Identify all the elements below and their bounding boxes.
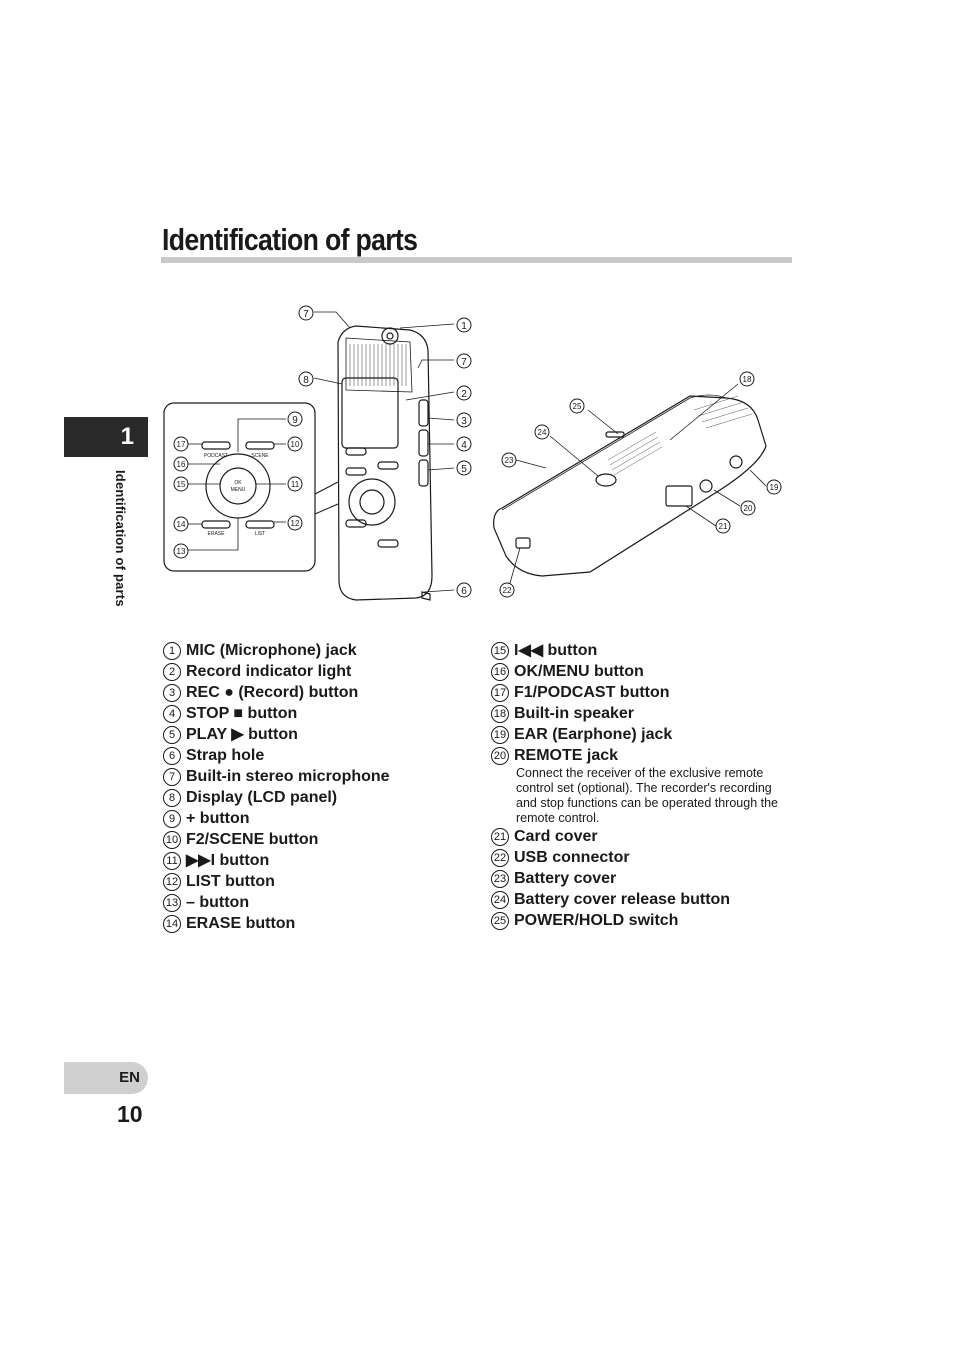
callout-6 — [457, 583, 471, 597]
legend-bold: REC ● — [186, 684, 234, 701]
callout-17 — [174, 437, 188, 451]
legend-item — [491, 889, 796, 910]
language-tab — [64, 1062, 148, 1094]
legend-bold: REMOTE — [514, 747, 583, 764]
svg-text:18: 18 — [742, 375, 752, 384]
panel-label-ok: OK — [234, 480, 242, 486]
svg-text:2: 2 — [461, 389, 467, 400]
legend-bold: ▶▶I — [186, 852, 216, 869]
language-label: EN — [119, 1069, 140, 1086]
legend-number: 24 — [491, 891, 509, 909]
callout-20 — [741, 501, 755, 515]
legend-item — [163, 829, 390, 850]
recorder-rear-body — [494, 396, 766, 576]
svg-text:4: 4 — [461, 440, 467, 451]
legend-text: button — [589, 663, 644, 680]
legend-item — [491, 847, 796, 868]
legend-text: button — [543, 642, 598, 659]
svg-text:12: 12 — [290, 519, 300, 528]
legend-text: Battery cover release button — [514, 891, 731, 908]
legend-number: 12 — [163, 873, 181, 891]
callout-9 — [288, 412, 302, 426]
legend-item — [163, 787, 390, 808]
svg-text:3: 3 — [461, 416, 467, 427]
page-title: Identification of parts — [162, 222, 418, 257]
legend-item — [491, 724, 796, 745]
legend-text: Card cover — [514, 828, 598, 845]
callout-12 — [288, 516, 302, 530]
legend-item — [163, 913, 390, 934]
legend-item — [491, 682, 796, 703]
legend-bold: F2/SCENE — [186, 831, 265, 848]
svg-text:10: 10 — [290, 440, 300, 449]
legend-number: 13 — [163, 894, 181, 912]
callout-21 — [716, 519, 730, 533]
callout-1 — [457, 318, 471, 332]
callout-3 — [457, 413, 471, 427]
legend-bold: MIC — [186, 642, 216, 659]
legend-text: Battery cover — [514, 870, 617, 887]
legend-text: button — [264, 831, 319, 848]
callout-7b — [457, 354, 471, 368]
legend-text: jack — [582, 747, 619, 764]
legend-item — [163, 766, 390, 787]
legend-item — [163, 745, 390, 766]
chapter-tab — [64, 417, 148, 457]
svg-text:7: 7 — [303, 309, 309, 320]
panel-label-erase: ERASE — [207, 531, 225, 537]
legend-text: Display (LCD panel) — [186, 789, 338, 806]
legend-number: 20 — [491, 747, 509, 765]
panel-label-scene: SCENE — [251, 453, 269, 459]
legend-text: button — [243, 726, 298, 743]
svg-text:15: 15 — [176, 480, 186, 489]
legend-text: – button — [186, 894, 250, 911]
legend-number: 25 — [491, 912, 509, 930]
legend-item — [163, 640, 390, 661]
legend-text: switch — [624, 912, 679, 929]
legend-number: 18 — [491, 705, 509, 723]
legend-text: USB connector — [514, 849, 630, 866]
legend-item — [163, 892, 390, 913]
callout-10 — [288, 437, 302, 451]
svg-text:20: 20 — [743, 504, 753, 513]
svg-text:22: 22 — [502, 586, 512, 595]
svg-text:14: 14 — [176, 520, 186, 529]
legend-item — [163, 682, 390, 703]
callout-5 — [457, 461, 471, 475]
callout-25 — [570, 399, 584, 413]
legend-number: 10 — [163, 831, 181, 849]
legend-item — [163, 871, 390, 892]
legend-text: button — [215, 852, 270, 869]
ear-jack — [700, 480, 712, 492]
svg-text:17: 17 — [176, 440, 186, 449]
legend-bold: F1/PODCAST — [514, 684, 616, 701]
legend-bold: OK/MENU — [514, 663, 590, 680]
svg-text:7: 7 — [461, 357, 467, 368]
legend-text: button — [220, 873, 275, 890]
legend-number: 19 — [491, 726, 509, 744]
legend-number: 9 — [163, 810, 181, 828]
svg-text:11: 11 — [290, 480, 300, 489]
callout-19 — [767, 480, 781, 494]
title-underline — [161, 257, 792, 263]
side-chapter-label: Identification of parts — [113, 470, 128, 607]
legend-number: 23 — [491, 870, 509, 888]
legend-item — [163, 661, 390, 682]
legend-item — [491, 745, 796, 766]
callout-24 — [535, 425, 549, 439]
callout-18 — [740, 372, 754, 386]
legend-text: Built-in speaker — [514, 705, 635, 722]
svg-text:23: 23 — [504, 456, 514, 465]
legend-bold: LIST — [186, 873, 221, 890]
legend-text: button — [241, 915, 296, 932]
legend-text: button — [243, 705, 298, 722]
legend-item — [163, 808, 390, 829]
usb-connector — [516, 538, 530, 548]
side-play-button — [419, 460, 428, 486]
callout-7a — [299, 306, 313, 320]
legend-number: 3 — [163, 684, 181, 702]
legend-item — [491, 826, 796, 847]
parts-legend-left — [163, 640, 390, 934]
legend-number: 22 — [491, 849, 509, 867]
legend-number: 11 — [163, 852, 181, 870]
svg-text:9: 9 — [292, 415, 298, 426]
remote-jack — [730, 456, 742, 468]
legend-text: (Microphone) jack — [215, 642, 357, 659]
svg-text:1: 1 — [461, 321, 467, 332]
recorder-front-body — [338, 326, 432, 600]
side-rec-button — [419, 400, 428, 426]
callout-16 — [174, 457, 188, 471]
panel-label-menu: MENU — [230, 487, 246, 493]
legend-number: 7 — [163, 768, 181, 786]
legend-bold: PLAY ▶ — [186, 726, 244, 743]
callout-22 — [500, 583, 514, 597]
svg-text:24: 24 — [537, 428, 547, 437]
callout-11 — [288, 477, 302, 491]
callout-8 — [299, 372, 313, 386]
legend-item — [491, 703, 796, 724]
chapter-number: 1 — [120, 423, 134, 450]
legend-number: 2 — [163, 663, 181, 681]
legend-number: 14 — [163, 915, 181, 933]
panel-label-list: LIST — [254, 531, 266, 537]
svg-text:8: 8 — [303, 375, 309, 386]
legend-number: 6 — [163, 747, 181, 765]
legend-number: 8 — [163, 789, 181, 807]
legend-item — [163, 703, 390, 724]
page-number: 10 — [117, 1101, 143, 1127]
callout-2 — [457, 386, 471, 400]
remote-jack-description: Connect the receiver of the exclusive remote control set (optional). The recorder's recording and stop functions can be operated through the remote control. — [516, 766, 778, 825]
svg-text:19: 19 — [769, 483, 779, 492]
legend-bold: I◀◀ — [514, 642, 544, 659]
legend-item — [163, 724, 390, 745]
panel-label-podcast: PODCAST — [203, 453, 229, 459]
legend-text: Built-in stereo microphone — [186, 768, 390, 785]
callout-14 — [174, 517, 188, 531]
legend-text: Record indicator light — [186, 663, 352, 680]
parts-legend-right — [491, 640, 796, 931]
lcd-display — [342, 378, 398, 448]
legend-number: 16 — [491, 663, 509, 681]
legend-item — [491, 910, 796, 931]
svg-text:6: 6 — [461, 586, 467, 597]
svg-text:13: 13 — [176, 547, 186, 556]
svg-text:21: 21 — [718, 522, 728, 531]
legend-bold: ERASE — [186, 915, 242, 932]
legend-item — [163, 850, 390, 871]
mic-jack — [382, 328, 398, 344]
legend-bold: EAR — [514, 726, 548, 743]
card-cover — [666, 486, 692, 506]
legend-item — [491, 640, 796, 661]
legend-number: 21 — [491, 828, 509, 846]
svg-text:25: 25 — [572, 402, 582, 411]
legend-text: + button — [186, 810, 250, 827]
callout-23 — [502, 453, 516, 467]
legend-number: 17 — [491, 684, 509, 702]
legend-number: 5 — [163, 726, 181, 744]
legend-item — [491, 661, 796, 682]
front-dial — [349, 479, 395, 525]
side-stop-button — [419, 430, 428, 456]
legend-number: 1 — [163, 642, 181, 660]
callout-4 — [457, 437, 471, 451]
legend-number: 4 — [163, 705, 181, 723]
svg-text:5: 5 — [461, 464, 467, 475]
legend-bold: POWER/HOLD — [514, 912, 625, 929]
legend-text: (Record) button — [233, 684, 359, 701]
callout-13 — [174, 544, 188, 558]
svg-text:16: 16 — [176, 460, 186, 469]
battery-release-button — [596, 474, 616, 486]
legend-text: Strap hole — [186, 747, 265, 764]
legend-text: button — [615, 684, 670, 701]
legend-number: 15 — [491, 642, 509, 660]
legend-item — [491, 868, 796, 889]
legend-bold: STOP ■ — [186, 705, 244, 722]
legend-text: (Earphone) jack — [547, 726, 673, 743]
callout-15 — [174, 477, 188, 491]
recorder-diagram — [160, 300, 790, 610]
